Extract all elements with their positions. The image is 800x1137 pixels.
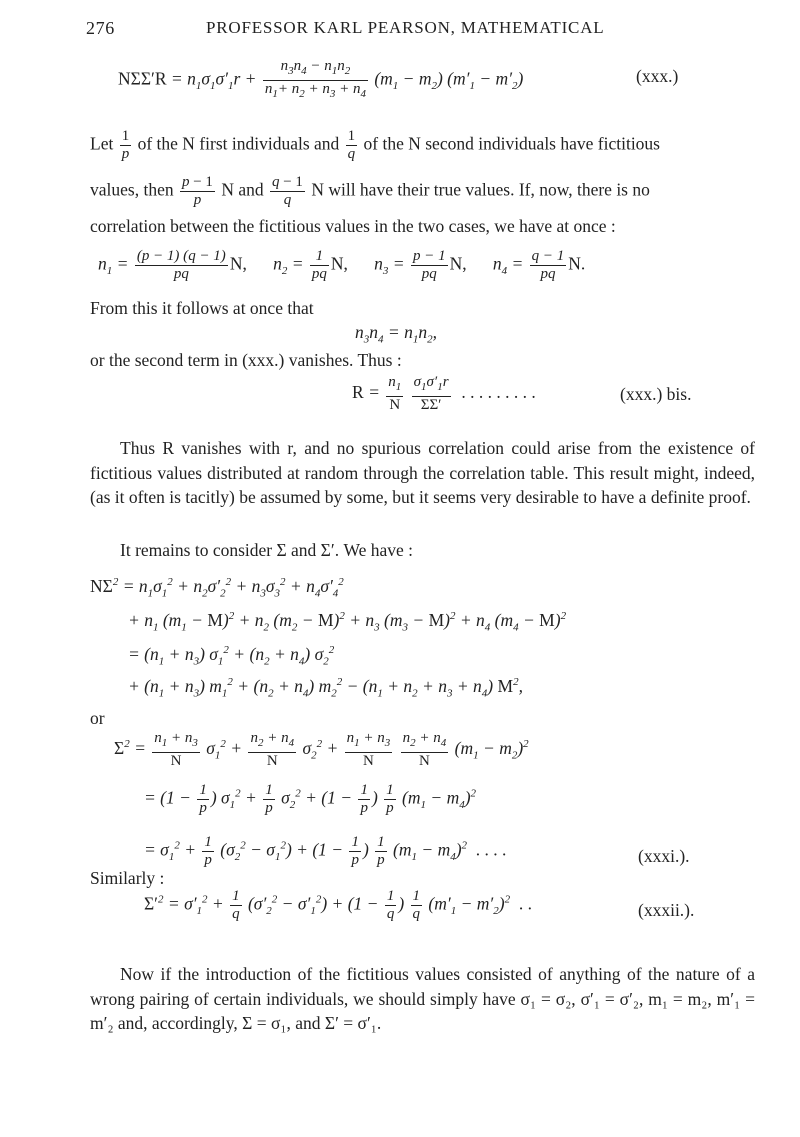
equation-xxx: $N\Sigma\Sigma'R = n_1\sigma_1\sigma'_1r$ + $\frac{n_3n_4 - n_1n_2}{n_1+ n_2 + n_3 + n_4}$ $(m_1 - m_2) (m'_1 - m'_2)$ xyxy=(118,58,524,100)
label-or: or xyxy=(90,708,105,728)
equation-number-xxxii: (xxxii.). xyxy=(638,900,695,920)
equation-number-xxxi: (xxxi.). xyxy=(638,846,690,866)
paragraph-values: values, then $\frac{p - 1}{p}$ N and $\frac{q - 1}{q}$ N will have their true values. If, now, there is no xyxy=(90,174,650,208)
text-values-then: values, then xyxy=(90,179,174,200)
equation-sigma-line2: = (1 − $\frac{1}{p}$ ) $\sigma_1^2$ + $\frac{1}{p}$ $\sigma_2^2 + (1$ − $\frac{1}{p}$ ) $\frac{1}{p}$ $(m_1 - m_4)^2$ xyxy=(144,782,477,816)
label-similarly: Similarly : xyxy=(90,868,165,888)
equation-sigma-prime: $\Sigma'^2 = \sigma'_1^2$ + $\frac{1}{q}$ $(\sigma'_2^2 - \sigma'_1^2) + (1$ − $\frac{1}{q}$ ) $\frac{1}{q}$ $(m'_1 - m'_2)^2$ . . xyxy=(144,888,532,922)
equation-number-xxx: (xxx.) xyxy=(636,66,679,86)
paragraph-correlation: correlation between the fictitious values in the two cases, we have at once : xyxy=(90,216,616,236)
paragraph-thus-r: Thus R vanishes with r, and no spurious correlation could arise from the existence of fictitious values distributed at random through the correlation table. This result might, indeed, (as it often is tacitly) be assumed by some, but it seems very desirable to have a definite proof. xyxy=(90,438,755,507)
equation-nsigma-line1: $N\Sigma^2 = n_1\sigma_1^2 + n_2\sigma'_2^2 + n_3\sigma_3^2 + n_4\sigma'_4^2$ xyxy=(90,576,344,600)
paragraph-now-if: Now if the introduction of the fictitious values consisted of anything of the nature of a wrong pairing of certain individuals, we should simply have σ₁ = σ₂, σ′₁ = σ′₂, m₁ = m₂, m′₁ = m′₂ and, accordingly, Σ = σ₁, and Σ′ = σ′₁. xyxy=(90,964,755,1033)
text-first-individuals: of the N first individuals and xyxy=(137,133,340,154)
paragraph-remains: It remains to consider Σ and Σ′. We have : xyxy=(120,540,413,560)
paragraph-follows: From this it follows at once that xyxy=(90,298,314,318)
equation-nsigma-line3: = $(n_1 + n_3) \sigma_1^2 + (n_2 + n_4)$ $\sigma_2^2$ xyxy=(128,644,335,668)
equation-number-xxx-bis: (xxx.) bis. xyxy=(620,384,692,404)
paragraph-vanishes: or the second term in (xxx.) vanishes. Thus : xyxy=(90,350,402,370)
equation-xxx-bis: R = $\frac{n_1}{N}$ $\frac{\sigma_1\sigma'_1r}{\Sigma\Sigma'}$ . . . . . . . . . xyxy=(352,374,536,413)
text-let: Let xyxy=(90,133,114,154)
page-number: 276 xyxy=(86,18,115,38)
paragraph-let: Let $\frac{1}{p}$ of the N first individuals and $\frac{1}{q}$ of the N second individuals have fictitious xyxy=(90,128,660,162)
text-true-values: N will have their true values. If, now, there is no xyxy=(311,179,650,200)
text-n-and: N and xyxy=(221,179,264,200)
equation-sigma-line1: $\Sigma^2$ = $\frac{n_1 + n_3}{N}$ $\sigma_1^2$ + $\frac{n_2 + n_4}{N}$ $\sigma_2^2$ + $\frac{n_1 + n_3}{N}$ $\frac{n_2 + n_4}{N}$ $(m_1 - m_2)^2$ xyxy=(114,730,529,769)
equation-sigma-line3: = $\sigma_1^2$ + $\frac{1}{p}$ $(\sigma_2^2 - \sigma_1^2) + (1$ − $\frac{1}{p}$ ) $\frac{1}{p}$ $(m_1 - m_4)^2$ . . . . xyxy=(144,834,507,868)
running-head: PROFESSOR KARL PEARSON, MATHEMATICAL xyxy=(206,18,605,37)
text-second-individuals: of the N second individuals have fictitious xyxy=(363,133,660,154)
equation-n3n4: $n_3n_4 = n_1n_2$, xyxy=(355,322,437,346)
equation-nsigma-line2: + $n_1$ $(m_1 - M)^2 + n_2$ $(m_2 - M)^2 + n_3$ $(m_3 - M)^2 + n_4$ $(m_4 - M)^2$ xyxy=(128,610,567,634)
equation-n-values: $n_1$ = $\frac{(p - 1) (q - 1)}{pq}$ N, $n_2$ = $\frac{1}{pq}$ N, $n_3$ = $\frac{p - 1}{pq}$ N, $n_4$ = $\frac{q - 1}{pq}$ N. xyxy=(98,248,586,282)
equation-nsigma-line4: + $(n_1 + n_3) m_1^2 + (n_2 + n_4) m_2^2 - (n_1 + n_2 + n_3 + n_4)$ $M^2$, xyxy=(128,676,523,700)
